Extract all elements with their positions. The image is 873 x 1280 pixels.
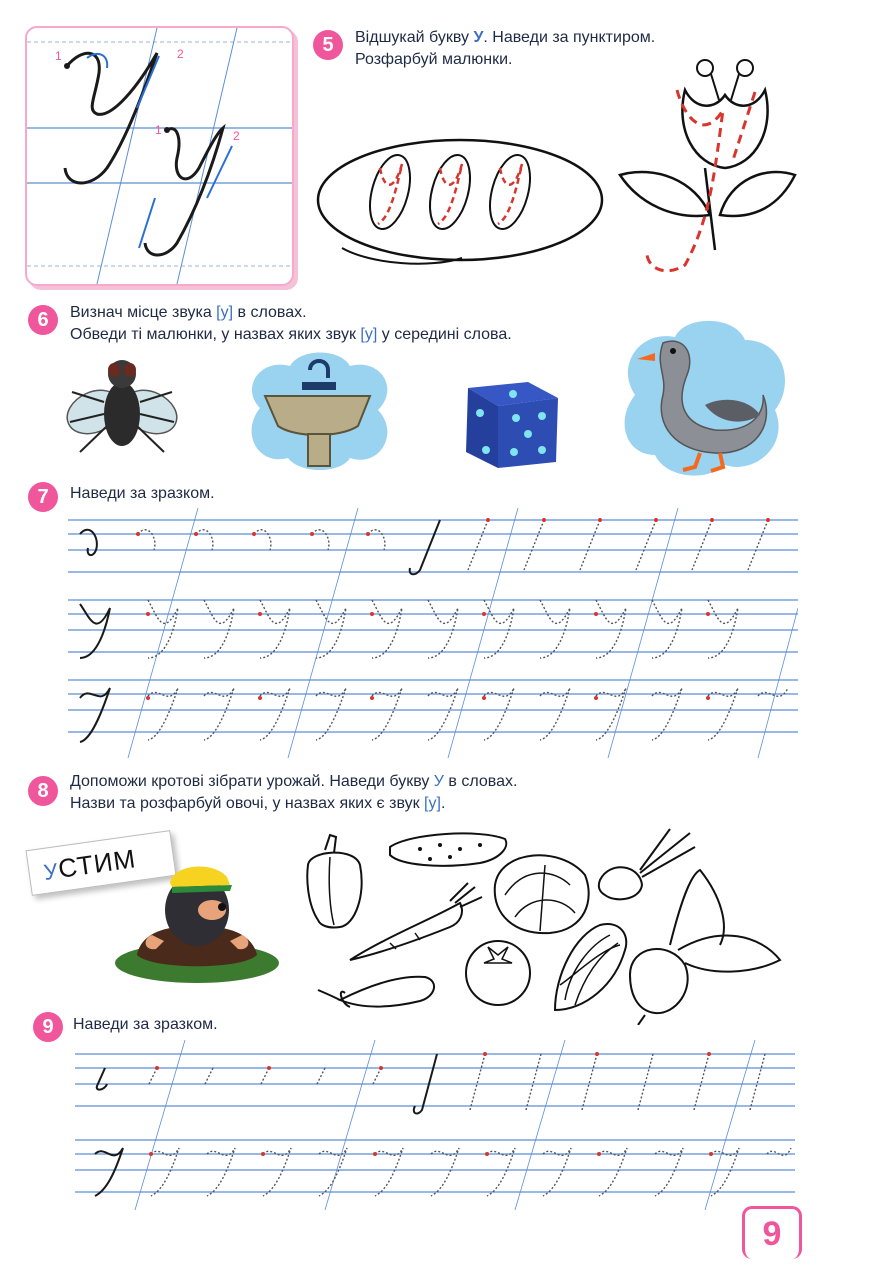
cucumber-icon [390, 833, 506, 865]
word-card-ustym: УСТИМ [26, 830, 177, 896]
beet-icon [630, 870, 780, 1025]
stroke-label: 2 [177, 47, 184, 61]
bread-icon [312, 130, 608, 270]
pepper-icon [307, 835, 361, 928]
carrot-icon [350, 883, 482, 960]
task-instruction: Відшукай букву У. Наведи за пунктиром. Розфарбуй малюнки. [355, 29, 656, 68]
vegetables-group [300, 825, 800, 1025]
corn-icon [555, 924, 626, 1010]
letter-sample-card [25, 26, 294, 286]
task-number-badge: 6 [28, 305, 58, 335]
letter-u-sample-icon [27, 28, 292, 284]
task-instruction: Допоможи кротові зібрати урожай. Наведи букву У в словах. Назви та розфарбуй овочі, у назвах яких є звук [у]. [70, 773, 518, 812]
tulip-icon [615, 50, 800, 280]
task-instruction: Наведи за зразком. [70, 485, 215, 502]
stroke-label: 1 [155, 123, 162, 137]
onion-icon [599, 829, 695, 899]
task-number-badge: 9 [33, 1012, 63, 1042]
stroke-label: 1 [55, 49, 62, 63]
tomato-icon [466, 941, 530, 1005]
copybook-lines-task7 [68, 508, 798, 758]
copybook-lines-task9 [75, 1040, 795, 1210]
task-instruction: Визнач місце звука [у] в словах. Обведи ті малюнки, у назвах яких звук [у] у середині слова. [70, 304, 512, 343]
fly-icon [62, 352, 182, 462]
task-number-badge: 7 [28, 482, 58, 512]
stroke-label: 2 [233, 129, 240, 143]
dice-icon [458, 368, 568, 473]
eggplant-icon [318, 977, 434, 1007]
task-number-badge: 8 [28, 776, 58, 806]
mole-icon [112, 855, 282, 985]
task-number-badge: 5 [313, 30, 343, 60]
sink-icon [240, 348, 395, 473]
cabbage-icon [495, 855, 589, 933]
goose-icon [615, 315, 790, 480]
task-instruction: Наведи за зразком. [73, 1016, 218, 1033]
page-number: 9 [742, 1206, 802, 1259]
